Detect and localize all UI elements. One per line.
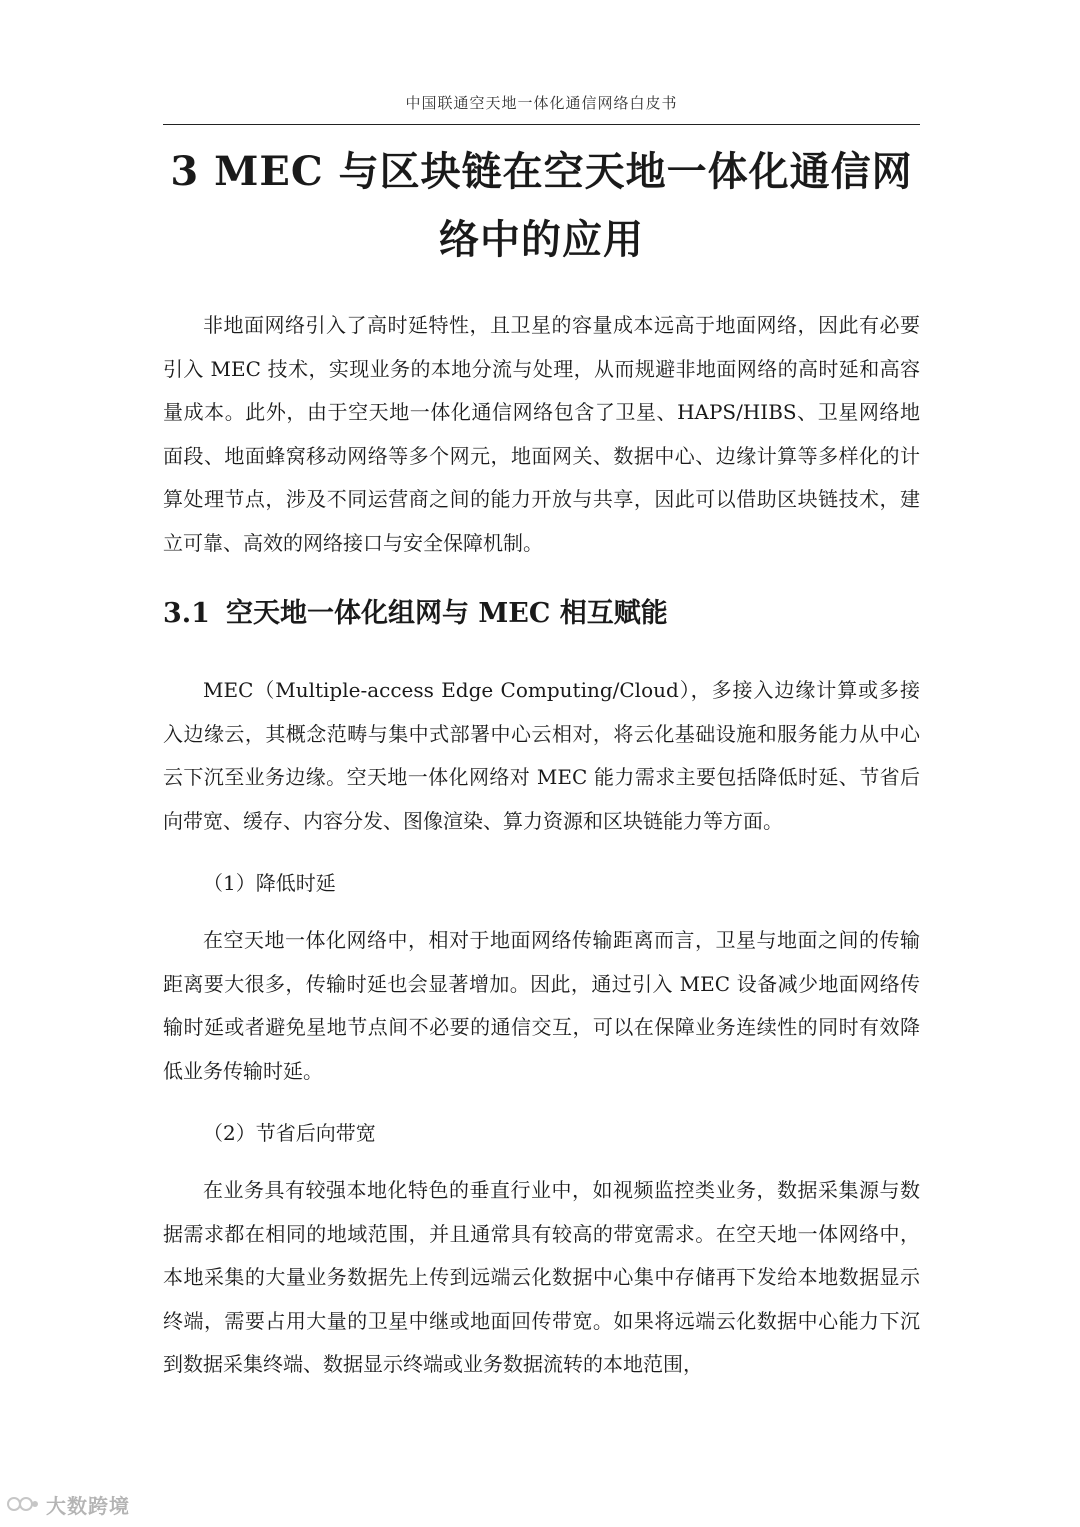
watermark-logo-icon xyxy=(6,1493,40,1515)
chapter-title-line2: 络中的应用 xyxy=(439,216,644,263)
item-paragraph-1: 在空天地一体化网络中，相对于地面网络传输距离而言，卫星与地面之间的传输距离要大很多，传输时延也会显著增加。因此，通过引入 MEC 设备减少地面网络传输时延或者避免星地节点间不必要的通信交互，可以在保障业务连续性的同时有效降低业务传输时延。 xyxy=(163,928,920,1083)
header-rule xyxy=(163,124,920,125)
section-heading xyxy=(163,594,920,634)
chapter-title-line1: 3 MEC 与区块链在空天地一体化通信网 xyxy=(170,148,913,195)
watermark xyxy=(6,1488,130,1520)
running-header: 中国联通空天地一体化通信网络白皮书 xyxy=(405,94,678,112)
section-paragraph: MEC（Multiple-access Edge Computing/Cloud），多接入边缘计算或多接入边缘云，其概念范畴与集中式部署中心云相对，将云化基础设施和服务能力从中心云下沉至业务边缘。空天地一体化网络对 MEC 能力需求主要包括降低时延、节省后向带宽、缓存、内容分发、图像渲染、算力资源和区块链能力等方面。 xyxy=(163,678,920,833)
chapter-title xyxy=(163,138,920,274)
intro-paragraph: 非地面网络引入了高时延特性，且卫星的容量成本远高于地面网络，因此有必要引入 MEC 技术，实现业务的本地分流与处理，从而规避非地面网络的高时延和高容量成本。此外，由于空天地一体化通信网络包含了卫星、HAPS/HIBS、卫星网络地面段、地面蜂窝移动网络等多个网元，地面网关、数据中心、边缘计算等多样化的计算处理节点，涉及不同运营商之间的能力开放与共享，因此可以借助区块链技术，建立可靠、高效的网络接口与安全保障机制。 xyxy=(163,313,920,555)
watermark-text: 大数跨境 xyxy=(46,1493,130,1518)
section-title: 空天地一体化组网与 MEC 相互赋能 xyxy=(225,598,668,629)
section-number: 3.1 xyxy=(163,598,210,629)
item-heading-2: （2）节省后向带宽 xyxy=(203,1121,376,1145)
item-paragraph-2: 在业务具有较强本地化特色的垂直行业中，如视频监控类业务，数据采集源与数据需求都在相同的地域范围，并且通常具有较高的带宽需求。在空天地一体网络中，本地采集的大量业务数据先上传到远端云化数据中心集中存储再下发给本地数据显示终端，需要占用大量的卫星中继或地面回传带宽。如果将远端云化数据中心能力下沉到数据采集终端、数据显示终端或业务数据流转的本地范围， xyxy=(163,1178,920,1376)
item-heading-1: （1）降低时延 xyxy=(203,871,336,895)
